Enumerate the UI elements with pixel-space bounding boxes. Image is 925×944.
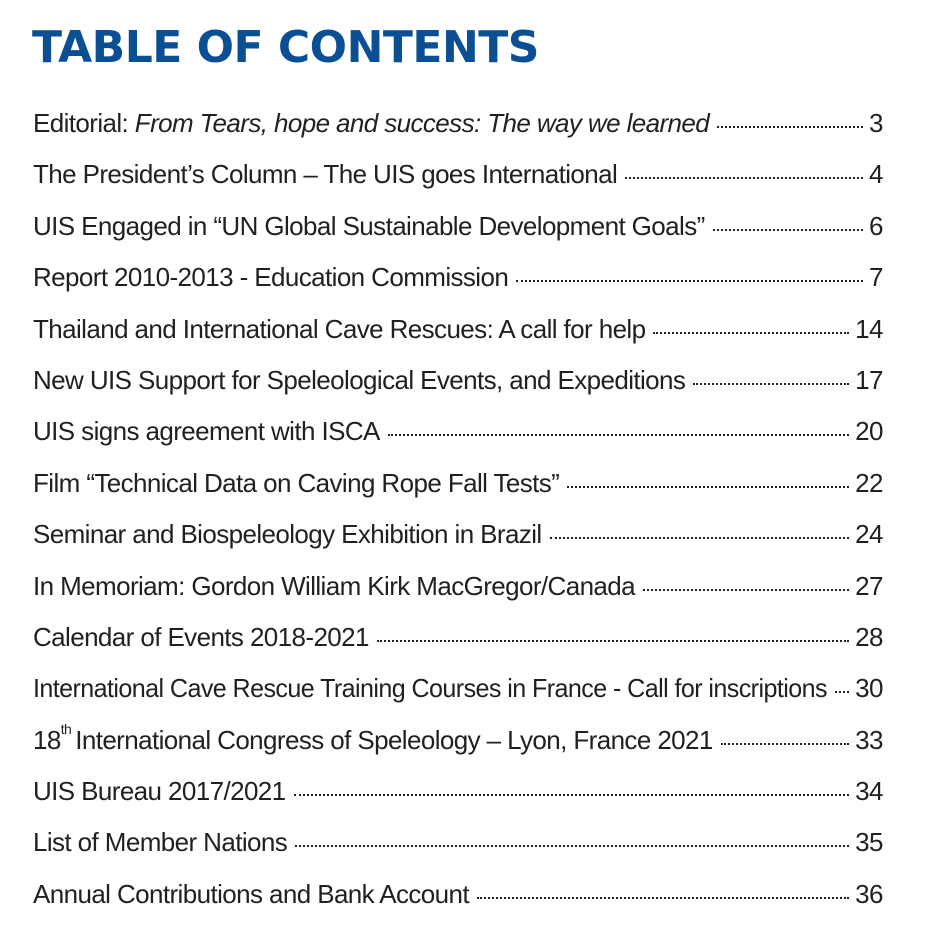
toc-entry-page-number: 3 — [869, 108, 883, 138]
toc-entry[interactable] — [33, 613, 883, 664]
toc-entry-prefix: Editorial: — [33, 108, 135, 138]
toc-entry-page-number: 20 — [855, 416, 883, 447]
toc-entry-title-text: Annual Contributions and Bank Account — [33, 878, 469, 909]
toc-entry-page-number: 4 — [869, 159, 883, 190]
toc-entry-page-number: 6 — [869, 210, 883, 241]
toc-entry-title — [33, 870, 469, 918]
toc-entry-title-text: New UIS Support for Speleological Events, and Expeditions — [33, 364, 686, 395]
toc-entry-title — [33, 818, 287, 866]
toc-entry-title — [33, 202, 705, 250]
page-title: TABLE OF CONTENTS — [32, 22, 539, 73]
dot-leader — [713, 229, 863, 231]
toc-entry-title — [33, 510, 542, 558]
toc-entry-title-text: International Cave Rescue Training Courses in France - Call for inscriptions — [33, 673, 827, 704]
toc-entry-title-text: UIS Bureau 2017/2021 — [33, 776, 286, 807]
dot-leader — [625, 177, 863, 179]
toc-entry[interactable] — [33, 510, 883, 561]
toc-entry-page-number: 33 — [855, 724, 883, 755]
toc-entry[interactable] — [33, 356, 883, 407]
toc-entry-title-text: From Tears, hope and success: The way we learned — [134, 108, 710, 138]
toc-entry-title — [33, 767, 286, 815]
toc-entry-title — [33, 99, 709, 147]
dot-leader — [295, 845, 849, 847]
dot-leader — [388, 434, 849, 436]
toc-entry[interactable] — [33, 664, 883, 715]
toc-entry-title — [33, 459, 559, 507]
dot-leader — [693, 383, 849, 385]
toc-entry[interactable] — [33, 716, 883, 767]
dot-leader — [377, 640, 849, 642]
toc-entry-page-number: 22 — [855, 467, 883, 498]
toc-entry-title — [33, 407, 380, 455]
toc-entry-title-text: Report 2010-2013 - Education Commission — [33, 262, 509, 293]
toc-entry-title — [33, 150, 617, 198]
toc-entry-page-number: 24 — [855, 519, 883, 550]
toc-entry-title — [33, 305, 645, 353]
toc-entry-title-text: List of Member Nations — [33, 827, 288, 858]
toc-entry-page-number: 30 — [855, 673, 883, 704]
dot-leader — [835, 691, 849, 693]
dot-leader — [477, 897, 849, 899]
dot-leader — [717, 126, 863, 128]
toc-entry-title-text: UIS Engaged in “UN Global Sustainable Development Goals” — [33, 210, 705, 241]
toc-entry[interactable] — [33, 407, 883, 458]
toc-entry[interactable] — [33, 459, 883, 510]
toc-entry-title — [33, 716, 713, 764]
dot-leader — [567, 486, 849, 488]
toc-entry-title-text: The President’s Column – The UIS goes International — [33, 159, 618, 190]
toc-entry[interactable] — [33, 818, 883, 869]
toc-entry-page-number: 34 — [855, 776, 883, 807]
toc-entry-page-number: 36 — [855, 878, 883, 909]
toc-entry-title-text: Film “Technical Data on Caving Rope Fall Tests” — [33, 467, 560, 498]
toc-entry-title-text: Seminar and Biospeleology Exhibition in Brazil — [33, 519, 542, 550]
dot-leader — [550, 537, 849, 539]
toc-entry[interactable] — [33, 99, 883, 150]
toc-entry-title-text: UIS signs agreement with ISCA — [33, 416, 380, 447]
toc-entry-ordinal: 18 — [33, 724, 61, 755]
toc-entry[interactable] — [33, 253, 883, 304]
dot-leader — [643, 589, 849, 591]
toc-entry-ordinal-suffix: th — [60, 720, 72, 737]
toc-entry-title-text: Thailand and International Cave Rescues: A call for help — [33, 313, 646, 344]
dot-leader — [721, 743, 849, 745]
toc-entry-title — [33, 664, 827, 712]
toc-entry-page-number: 7 — [869, 262, 883, 293]
dot-leader — [653, 332, 849, 334]
toc-entry-title — [33, 356, 685, 404]
toc-entry[interactable] — [33, 305, 883, 356]
toc-entry[interactable] — [33, 870, 883, 921]
dot-leader — [294, 794, 850, 796]
dot-leader — [516, 280, 863, 282]
toc-entry-page-number: 35 — [855, 827, 883, 858]
toc-entry[interactable] — [33, 767, 883, 818]
toc-entry-title — [33, 562, 635, 610]
toc-entry-title-text: Calendar of Events 2018-2021 — [33, 621, 369, 652]
toc-entry-page-number: 14 — [855, 313, 883, 344]
toc-entry-title — [33, 253, 508, 301]
toc-entry[interactable] — [33, 202, 883, 253]
toc-entry-page-number: 27 — [855, 570, 883, 601]
toc-entry-page-number: 28 — [855, 621, 883, 652]
toc-entry-page-number: 17 — [855, 364, 883, 395]
toc-entry[interactable] — [33, 562, 883, 613]
toc-list — [33, 99, 883, 921]
toc-entry-title — [33, 613, 369, 661]
toc-entry[interactable] — [33, 150, 883, 201]
toc-entry-title-text: In Memoriam: Gordon William Kirk MacGregor/Canada — [33, 570, 636, 601]
toc-entry-title-text: International Congress of Speleology – Lyon, France 2021 — [75, 724, 713, 755]
